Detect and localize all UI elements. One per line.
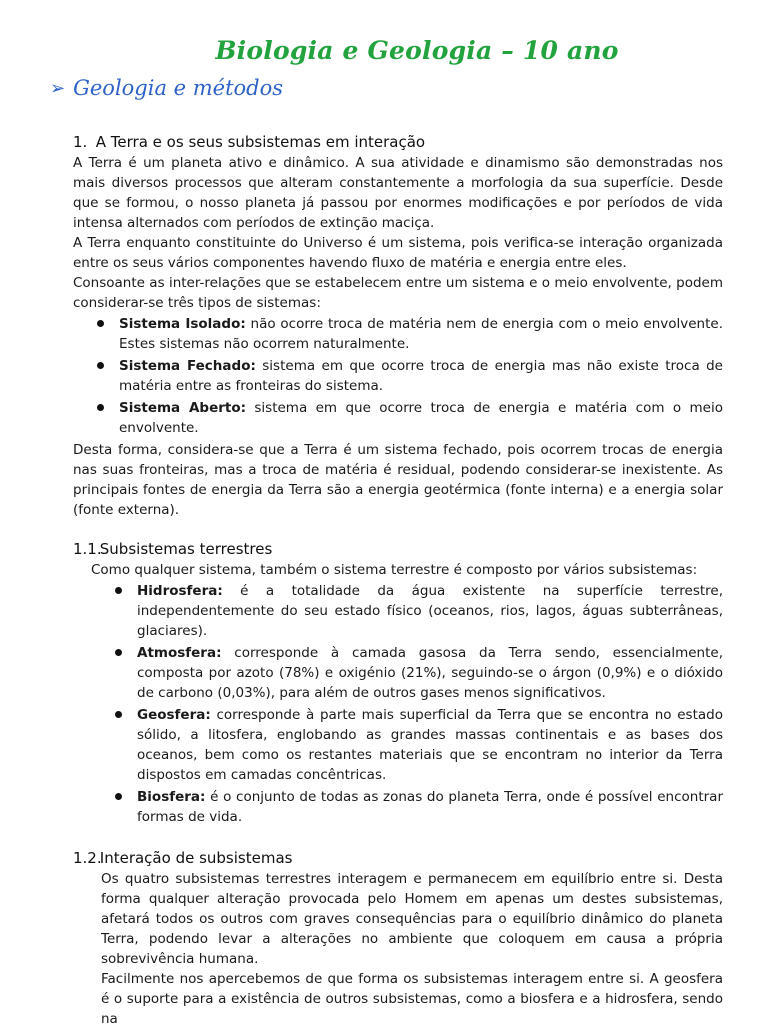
- list-item-text: sistema em que ocorre troca de energia e matéria com o meio envolvente.: [119, 400, 723, 436]
- section-1-1-intro: Como qualquer sistema, também o sistema terrestre é composto por vários subsistemas:: [91, 562, 698, 578]
- bullet-icon: [115, 649, 122, 656]
- subtitle-text: Geologia e métodos: [73, 76, 284, 100]
- section-1-2-paragraph-2: Facilmente nos apercebemos de que forma os subsistemas interagem entre si. A geosfera é o suporte para a existência de outros subsistemas, como a biosfera e a hidrosfera, sendo na: [101, 971, 723, 1027]
- section-1-1-title: Subsistemas terrestres: [99, 540, 273, 558]
- list-item: [73, 705, 723, 785]
- section-1-paragraph-4: Desta forma, considera-se que a Terra é um sistema fechado, pois ocorrem trocas de energia nas suas fronteiras, mas a troca de matéria é residual, podendo considerar-se inexistente. As principais fontes de energia da Terra são a energia geotérmica (fonte interna) e a energia solar (fonte externa).: [73, 442, 723, 518]
- list-item: [73, 314, 723, 354]
- bullet-icon: [115, 793, 122, 800]
- list-item-text: não ocorre troca de matéria nem de energia com o meio envolvente. Estes sistemas não ocorrem naturalmente.: [119, 316, 723, 352]
- arrow-bullet-icon: ➢: [50, 77, 66, 99]
- section-1-2-paragraph-1: Os quatro subsistemas terrestres interagem e permanecem em equilíbrio entre si. Desta forma qualquer alteração provocada pelo Homem em apenas um destes subsistemas, afetará todos os outros com graves consequências para o equilíbrio dinâmico do planeta Terra, podendo levar a alterações no ambiente que coloquem em causa a própria sobrevivência humana.: [101, 871, 723, 967]
- bullet-icon: [97, 362, 104, 369]
- list-item-term: Biosfera:: [137, 789, 206, 805]
- bullet-icon: [97, 320, 104, 327]
- bullet-icon: [97, 404, 104, 411]
- list-item-term: Atmosfera:: [137, 645, 222, 661]
- list-item-term: Hidrosfera:: [137, 583, 223, 599]
- list-item-text: corresponde à parte mais superficial da Terra que se encontra no estado sólido, a litosfera, englobando as grandes massas continentais e as bases dos oceanos, bem como os restantes materiais que se encontram no interior da Terra dispostos em camadas concêntricas.: [137, 707, 723, 783]
- spacer: [73, 829, 723, 847]
- list-item-term: Sistema Fechado:: [119, 358, 256, 374]
- list-item-text: sistema em que ocorre troca de energia mas não existe troca de matéria entre as fronteiras do sistema.: [119, 358, 723, 394]
- list-item-term: Sistema Aberto:: [119, 400, 247, 416]
- system-types-list: [73, 314, 723, 438]
- section-1-heading: [73, 131, 723, 153]
- section-1-paragraph-3: Consoante as inter-relações que se estabelecem entre um sistema e o meio envolvente, podem considerar-se três tipos de sistemas:: [73, 275, 723, 311]
- section-1-2-number: 1.2.: [73, 849, 102, 867]
- list-item-text: é o conjunto de todas as zonas do planeta Terra, onde é possível encontrar formas de vida.: [137, 789, 723, 825]
- list-item-term: Sistema Isolado:: [119, 316, 246, 332]
- bullet-icon: [115, 711, 122, 718]
- section-1-number: 1.: [73, 133, 88, 151]
- section-1-2-heading: [73, 847, 723, 869]
- section-1-2-title: Interação de subsistemas: [99, 849, 293, 867]
- section-1-title: A Terra e os seus subsistemas em interação: [95, 133, 426, 151]
- spacer: [73, 520, 723, 538]
- section-1-paragraph-2: A Terra enquanto constituinte do Universo é um sistema, pois verifica-se interação organizada entre os seus vários componentes havendo fluxo de matéria e energia entre eles.: [73, 235, 723, 271]
- list-item-term: Geosfera:: [137, 707, 211, 723]
- list-item: [73, 643, 723, 703]
- subsystems-list: [73, 581, 723, 827]
- list-item-text: corresponde à camada gasosa da Terra sendo, essencialmente, composta por azoto (78%) e oxigénio (21%), seguindo-se o árgon (0,9%) e o dióxido de carbono (0,03%), para além de outros gases menos significativos.: [137, 645, 723, 701]
- document-title: Biologia e Geologia – 10 ano: [215, 36, 619, 65]
- list-item-text: é a totalidade da água existente na superfície terrestre, independentemente do seu estado físico (oceanos, rios, lagos, águas subterrâneas, glaciares).: [137, 583, 723, 639]
- document-body: [73, 131, 723, 1029]
- section-1-1-heading: [73, 538, 723, 560]
- list-item: [73, 398, 723, 438]
- bullet-icon: [115, 587, 122, 594]
- section-subtitle: [50, 76, 283, 100]
- section-1-1-number: 1.1.: [73, 540, 102, 558]
- list-item: [73, 787, 723, 827]
- section-1-paragraph-1: A Terra é um planeta ativo e dinâmico. A sua atividade e dinamismo são demonstradas nos mais diversos processos que alteram constantemente a morfologia da sua superfície. Desde que se formou, o nosso planeta já passou por enormes modificações e por períodos de vida intensa alternados com períodos de extinção maciça.: [73, 155, 723, 231]
- list-item: [73, 356, 723, 396]
- list-item: [73, 581, 723, 641]
